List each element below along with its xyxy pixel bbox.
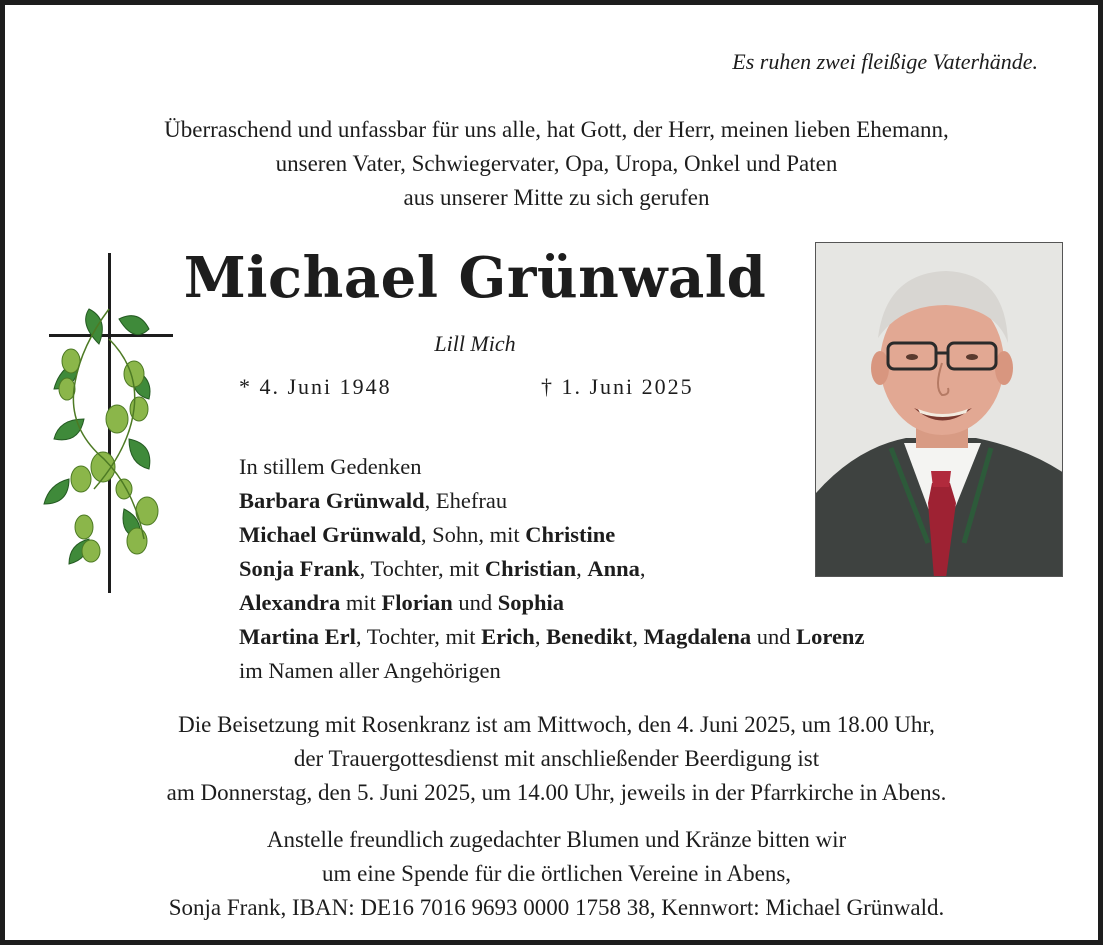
mourner-name: Sonja Frank	[239, 556, 360, 581]
mourner-relation: , Ehefrau	[424, 488, 508, 513]
mourner-relation: ,	[639, 556, 646, 581]
mourners-list	[239, 450, 999, 688]
intro-line: Überraschend und unfassbar für uns alle, hat Gott, der Herr, meinen lieben Ehemann,	[164, 117, 949, 142]
intro-line: unseren Vater, Schwiegervater, Opa, Uropa, Onkel und Paten	[275, 151, 838, 176]
deceased-name: Michael Grünwald	[183, 245, 767, 311]
mourner-relation: und	[751, 624, 797, 649]
mourner-name: Christine	[525, 522, 616, 547]
mourner-name: Erich	[481, 624, 535, 649]
mourner-lines	[239, 484, 999, 654]
mourner-relation: ,	[534, 624, 547, 649]
mourner-line	[239, 552, 999, 586]
mourner-line	[239, 586, 999, 620]
mourner-name: Alexandra	[239, 590, 341, 615]
life-dates	[239, 374, 739, 400]
mourner-name: Sophia	[497, 590, 565, 615]
mourner-name: Magdalena	[643, 624, 752, 649]
mourner-name: Benedikt	[546, 624, 633, 649]
mourner-name: Anna	[587, 556, 640, 581]
funeral-line: am Donnerstag, den 5. Juni 2025, um 14.00 Uhr, jeweils in der Pfarrkirche in Abens.	[166, 780, 947, 805]
mourner-line	[239, 518, 999, 552]
mourner-relation: und	[452, 590, 498, 615]
mourner-relation: ,	[632, 624, 644, 649]
funeral-details	[5, 708, 1103, 810]
intro-text	[5, 113, 1103, 215]
mourner-name: Christian	[484, 556, 577, 581]
birth-date: * 4. Juni 1948	[239, 374, 392, 399]
donation-request	[5, 823, 1103, 925]
donation-line: Anstelle freundlich zugedachter Blumen und Kränze bitten wir	[266, 827, 847, 852]
mourner-name: Barbara Grünwald	[239, 488, 425, 513]
mourners-heading: In stillem Gedenken	[239, 454, 422, 479]
funeral-line: der Trauergottesdienst mit anschließender Beerdigung ist	[293, 746, 820, 771]
mourner-relation: ,	[576, 556, 588, 581]
mourner-line	[239, 620, 999, 654]
intro-line: aus unserer Mitte zu sich gerufen	[403, 185, 710, 210]
cross-with-hops-icon	[39, 249, 179, 599]
mourners-closing: im Namen aller Angehörigen	[239, 658, 501, 683]
funeral-line: Die Beisetzung mit Rosenkranz ist am Mittwoch, den 4. Juni 2025, um 18.00 Uhr,	[178, 712, 935, 737]
motto: Es ruhen zwei fleißige Vaterhände.	[732, 49, 1038, 74]
mourner-relation: , Tochter, mit	[355, 624, 482, 649]
mourner-name: Florian	[381, 590, 453, 615]
mourner-relation: mit	[340, 590, 382, 615]
mourner-relation: , Sohn, mit	[420, 522, 526, 547]
mourner-line	[239, 484, 999, 518]
mourner-name: Michael Grünwald	[239, 522, 421, 547]
mourner-name: Martina Erl	[239, 624, 356, 649]
donation-line: um eine Spende für die örtlichen Vereine in Abens,	[321, 861, 792, 886]
deceased-nickname: Lill Mich	[434, 331, 516, 356]
mourner-relation: , Tochter, mit	[359, 556, 485, 581]
mourner-name: Lorenz	[796, 624, 865, 649]
death-date: † 1. Juni 2025	[541, 374, 694, 399]
donation-line: Sonja Frank, IBAN: DE16 7016 9693 0000 1758 38, Kennwort: Michael Grünwald.	[168, 895, 945, 920]
